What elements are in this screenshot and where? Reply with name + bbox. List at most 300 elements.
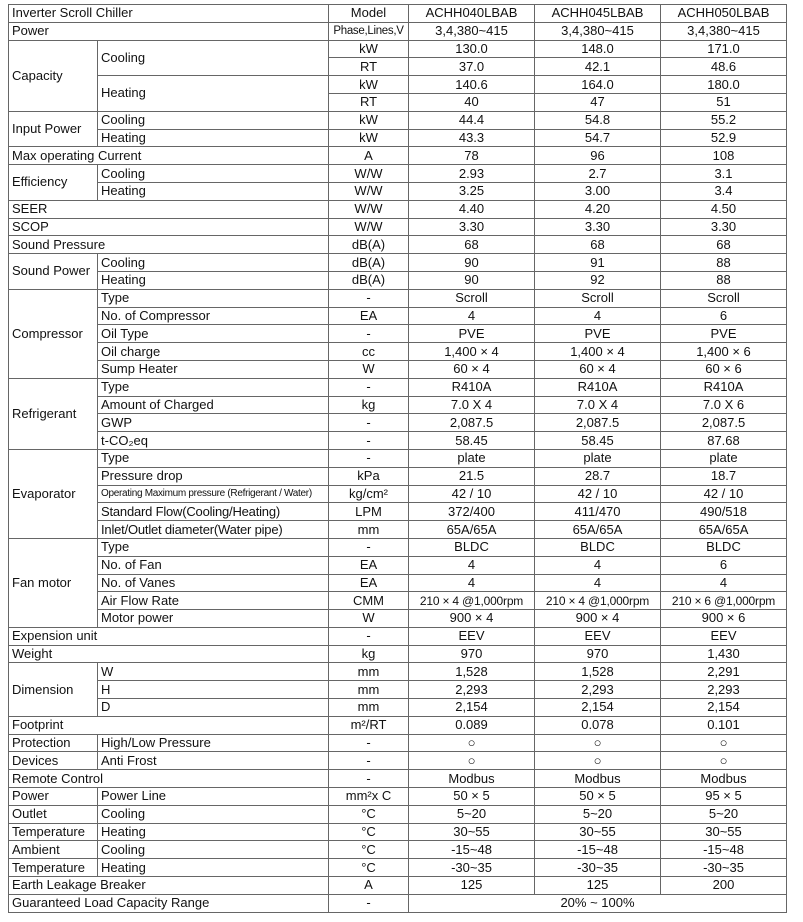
value-cell: 164.0 xyxy=(535,76,661,94)
value-cell: 50 × 5 xyxy=(535,788,661,806)
table-row xyxy=(9,485,787,503)
value-cell: 3.1 xyxy=(661,165,787,183)
value-cell: Modbus xyxy=(661,770,787,788)
value-cell: -30~35 xyxy=(409,859,535,877)
value-cell: 4 xyxy=(409,556,535,574)
model-header: Model xyxy=(329,5,409,23)
table-row xyxy=(9,556,787,574)
unit-cell: - xyxy=(329,627,409,645)
table-row xyxy=(9,752,787,770)
sub-label: Amount of Charged xyxy=(98,396,329,414)
sub-label: Type xyxy=(98,289,329,307)
unit-cell: dB(A) xyxy=(329,236,409,254)
value-cell: 87.68 xyxy=(661,432,787,450)
sub-label: Type xyxy=(98,538,329,556)
sub-label: H xyxy=(98,681,329,699)
value-cell: R410A xyxy=(409,378,535,396)
value-cell: 4 xyxy=(409,307,535,325)
value-cell: 4.40 xyxy=(409,200,535,218)
value-cell: 2,154 xyxy=(661,699,787,717)
circle-icon: ○ xyxy=(535,752,661,770)
value-cell: 92 xyxy=(535,271,661,289)
table-row xyxy=(9,681,787,699)
row-label: Weight xyxy=(9,645,329,663)
row-label: Ambient xyxy=(9,841,98,859)
value-cell: 2.7 xyxy=(535,165,661,183)
unit-cell: dB(A) xyxy=(329,254,409,272)
unit-cell: - xyxy=(329,734,409,752)
unit-cell: kPa xyxy=(329,467,409,485)
table-row xyxy=(9,841,787,859)
sub-label: Oil charge xyxy=(98,343,329,361)
value-cell: 96 xyxy=(535,147,661,165)
value-cell: 30~55 xyxy=(661,823,787,841)
value-cell: BLDC xyxy=(535,538,661,556)
value-cell: 5~20 xyxy=(535,805,661,823)
unit-cell: kg xyxy=(329,396,409,414)
value-cell: 58.45 xyxy=(535,432,661,450)
value-cell: 30~55 xyxy=(535,823,661,841)
sub-label: D xyxy=(98,699,329,717)
value-cell: 21.5 xyxy=(409,467,535,485)
value-cell: 900 × 6 xyxy=(661,610,787,628)
value-cell: 1,400 × 4 xyxy=(535,343,661,361)
unit-cell: cc xyxy=(329,343,409,361)
value-cell: 3,4,380~415 xyxy=(535,22,661,40)
value-cell: 3.25 xyxy=(409,182,535,200)
unit-cell: W/W xyxy=(329,165,409,183)
unit-cell: kW xyxy=(329,76,409,94)
unit-cell: - xyxy=(329,894,409,912)
value-cell: 60 × 4 xyxy=(409,360,535,378)
unit-cell: W/W xyxy=(329,200,409,218)
value-cell: Scroll xyxy=(535,289,661,307)
group-label: Evaporator xyxy=(9,449,98,538)
sub-label: Cooling xyxy=(98,111,329,129)
value-cell: Modbus xyxy=(409,770,535,788)
table-row xyxy=(9,254,787,272)
unit-cell: °C xyxy=(329,823,409,841)
value-cell: EEV xyxy=(409,627,535,645)
value-cell: R410A xyxy=(535,378,661,396)
sub-label: Inlet/Outlet diameter(Water pipe) xyxy=(98,521,329,539)
value-cell: Scroll xyxy=(661,289,787,307)
unit-cell: W xyxy=(329,610,409,628)
circle-icon: ○ xyxy=(535,734,661,752)
value-cell: 210 × 4 @1,000rpm xyxy=(409,592,535,610)
value-cell: 42.1 xyxy=(535,58,661,76)
value-cell: 65A/65A xyxy=(661,521,787,539)
value-cell: 55.2 xyxy=(661,111,787,129)
sub-label: Operating Maximum pressure (Refrigerant / Water) xyxy=(98,485,329,503)
table-row xyxy=(9,859,787,877)
value-cell: 90 xyxy=(409,271,535,289)
value-cell: 1,400 × 6 xyxy=(661,343,787,361)
row-label: Temperature xyxy=(9,859,98,877)
table-row xyxy=(9,663,787,681)
row-label: Power xyxy=(9,788,98,806)
value-cell: 48.6 xyxy=(661,58,787,76)
table-row xyxy=(9,396,787,414)
value-cell: 125 xyxy=(535,877,661,895)
value-cell: 4.20 xyxy=(535,200,661,218)
sub-label: No. of Vanes xyxy=(98,574,329,592)
value-cell: 200 xyxy=(661,877,787,895)
unit-cell: mm²x C xyxy=(329,788,409,806)
sub-label: Heating xyxy=(98,859,329,877)
value-cell: 47 xyxy=(535,93,661,111)
value-cell: 50 × 5 xyxy=(409,788,535,806)
table-row xyxy=(9,40,787,58)
unit-cell: CMM xyxy=(329,592,409,610)
value-cell: PVE xyxy=(661,325,787,343)
unit-cell: - xyxy=(329,449,409,467)
unit-cell: - xyxy=(329,414,409,432)
value-cell: 180.0 xyxy=(661,76,787,94)
unit-cell: EA xyxy=(329,307,409,325)
unit-cell: - xyxy=(329,432,409,450)
value-cell: 490/518 xyxy=(661,503,787,521)
sub-label: High/Low Pressure xyxy=(98,734,329,752)
value-cell: 42 / 10 xyxy=(661,485,787,503)
value-cell: 4 xyxy=(409,574,535,592)
value-cell: 2.93 xyxy=(409,165,535,183)
sub-label: Type xyxy=(98,449,329,467)
table-row xyxy=(9,378,787,396)
unit-cell: kW xyxy=(329,129,409,147)
table-row xyxy=(9,271,787,289)
table-row xyxy=(9,129,787,147)
value-cell: 65A/65A xyxy=(535,521,661,539)
value-cell: 54.8 xyxy=(535,111,661,129)
sub-label: Anti Frost xyxy=(98,752,329,770)
unit-cell: Phase,Lines,V xyxy=(329,22,409,40)
row-label: Guaranteed Load Capacity Range xyxy=(9,894,329,912)
unit-cell: kW xyxy=(329,40,409,58)
table-row xyxy=(9,200,787,218)
table-row xyxy=(9,716,787,734)
value-cell: 108 xyxy=(661,147,787,165)
table-row xyxy=(9,521,787,539)
value-cell: 970 xyxy=(535,645,661,663)
sub-label: Heating xyxy=(98,76,329,112)
table-row xyxy=(9,236,787,254)
value-cell: 68 xyxy=(535,236,661,254)
value-cell: 18.7 xyxy=(661,467,787,485)
unit-cell: dB(A) xyxy=(329,271,409,289)
unit-cell: mm xyxy=(329,699,409,717)
table-row xyxy=(9,894,787,912)
value-cell: -15~48 xyxy=(535,841,661,859)
value-cell: R410A xyxy=(661,378,787,396)
value-cell: 3,4,380~415 xyxy=(661,22,787,40)
table-row xyxy=(9,325,787,343)
unit-cell: mm xyxy=(329,663,409,681)
row-label: Devices xyxy=(9,752,98,770)
value-cell: 3.30 xyxy=(661,218,787,236)
unit-cell: - xyxy=(329,325,409,343)
unit-cell: W xyxy=(329,360,409,378)
model-header-2: ACHH045LBAB xyxy=(535,5,661,23)
table-row xyxy=(9,788,787,806)
value-cell: 171.0 xyxy=(661,40,787,58)
value-cell: 68 xyxy=(409,236,535,254)
value-cell: 3.30 xyxy=(535,218,661,236)
table-row xyxy=(9,467,787,485)
model-header-1: ACHH040LBAB xyxy=(409,5,535,23)
group-label: Sound Power xyxy=(9,254,98,290)
value-cell: 1,400 × 4 xyxy=(409,343,535,361)
value-cell: 2,087.5 xyxy=(661,414,787,432)
value-cell: 88 xyxy=(661,254,787,272)
row-label: SCOP xyxy=(9,218,329,236)
value-cell: Scroll xyxy=(409,289,535,307)
spec-table xyxy=(8,4,787,913)
sub-label: Cooling xyxy=(98,40,329,76)
row-label: Protection xyxy=(9,734,98,752)
value-cell: EEV xyxy=(661,627,787,645)
value-cell: 91 xyxy=(535,254,661,272)
table-row xyxy=(9,805,787,823)
table-row xyxy=(9,734,787,752)
table-row xyxy=(9,877,787,895)
value-cell: 88 xyxy=(661,271,787,289)
unit-cell: °C xyxy=(329,805,409,823)
value-cell: 5~20 xyxy=(409,805,535,823)
value-cell: 970 xyxy=(409,645,535,663)
row-label: Footprint xyxy=(9,716,329,734)
value-cell: plate xyxy=(409,449,535,467)
value-cell: 148.0 xyxy=(535,40,661,58)
sub-label: Type xyxy=(98,378,329,396)
sub-label: Cooling xyxy=(98,254,329,272)
sub-label: Heating xyxy=(98,129,329,147)
value-cell: 130.0 xyxy=(409,40,535,58)
table-row xyxy=(9,414,787,432)
group-label: Efficiency xyxy=(9,165,98,201)
value-cell: 210 × 6 @1,000rpm xyxy=(661,592,787,610)
unit-cell: kg xyxy=(329,645,409,663)
table-row xyxy=(9,218,787,236)
value-cell: plate xyxy=(535,449,661,467)
unit-cell: - xyxy=(329,538,409,556)
value-cell: 54.7 xyxy=(535,129,661,147)
table-row xyxy=(9,432,787,450)
value-cell: -30~35 xyxy=(661,859,787,877)
value-cell: 37.0 xyxy=(409,58,535,76)
sub-label: No. of Fan xyxy=(98,556,329,574)
value-cell: 42 / 10 xyxy=(409,485,535,503)
value-cell: PVE xyxy=(409,325,535,343)
unit-cell: - xyxy=(329,752,409,770)
sub-label: Sump Heater xyxy=(98,360,329,378)
value-cell: BLDC xyxy=(409,538,535,556)
row-label: Remote Control xyxy=(9,770,329,788)
value-cell: 40 xyxy=(409,93,535,111)
value-cell: 30~55 xyxy=(409,823,535,841)
unit-cell: A xyxy=(329,877,409,895)
unit-cell: °C xyxy=(329,859,409,877)
value-cell: -30~35 xyxy=(535,859,661,877)
value-cell: 44.4 xyxy=(409,111,535,129)
row-label: Earth Leakage Breaker xyxy=(9,877,329,895)
value-cell: 2,291 xyxy=(661,663,787,681)
value-cell: 90 xyxy=(409,254,535,272)
value-cell: -15~48 xyxy=(409,841,535,859)
value-cell: 4 xyxy=(661,574,787,592)
unit-cell: W/W xyxy=(329,182,409,200)
table-row xyxy=(9,22,787,40)
value-cell: 28.7 xyxy=(535,467,661,485)
table-row xyxy=(9,147,787,165)
circle-icon: ○ xyxy=(661,752,787,770)
value-cell: 2,293 xyxy=(661,681,787,699)
sub-label: Air Flow Rate xyxy=(98,592,329,610)
group-label: Compressor xyxy=(9,289,98,378)
table-row xyxy=(9,449,787,467)
sub-label: Heating xyxy=(98,271,329,289)
table-row xyxy=(9,538,787,556)
unit-cell: - xyxy=(329,289,409,307)
value-cell: 2,293 xyxy=(409,681,535,699)
table-row xyxy=(9,343,787,361)
value-cell: 6 xyxy=(661,307,787,325)
unit-cell: LPM xyxy=(329,503,409,521)
value-cell: 900 × 4 xyxy=(535,610,661,628)
model-header-3: ACHH050LBAB xyxy=(661,5,787,23)
sub-label: Heating xyxy=(98,823,329,841)
sub-label: t-CO₂eq xyxy=(98,432,329,450)
unit-cell: RT xyxy=(329,93,409,111)
unit-cell: kW xyxy=(329,111,409,129)
table-row xyxy=(9,592,787,610)
sub-label: Cooling xyxy=(98,805,329,823)
row-label: Outlet xyxy=(9,805,98,823)
value-cell: 210 × 4 @1,000rpm xyxy=(535,592,661,610)
table-row xyxy=(9,76,787,94)
value-cell: EEV xyxy=(535,627,661,645)
sub-label: Motor power xyxy=(98,610,329,628)
row-label: Sound Pressure xyxy=(9,236,329,254)
table-row xyxy=(9,770,787,788)
value-cell: 60 × 6 xyxy=(661,360,787,378)
unit-cell: °C xyxy=(329,841,409,859)
value-cell: 51 xyxy=(661,93,787,111)
table-row xyxy=(9,503,787,521)
group-label: Capacity xyxy=(9,40,98,111)
value-cell: 2,087.5 xyxy=(409,414,535,432)
value-cell: 1,528 xyxy=(409,663,535,681)
sub-label: Standard Flow(Cooling/Heating) xyxy=(98,503,329,521)
value-cell: -15~48 xyxy=(661,841,787,859)
unit-cell: - xyxy=(329,378,409,396)
value-cell: 140.6 xyxy=(409,76,535,94)
circle-icon: ○ xyxy=(661,734,787,752)
value-cell: 3.30 xyxy=(409,218,535,236)
value-cell: 7.0 X 4 xyxy=(535,396,661,414)
value-cell: 3,4,380~415 xyxy=(409,22,535,40)
unit-cell: RT xyxy=(329,58,409,76)
value-cell: 1,528 xyxy=(535,663,661,681)
row-label: Max operating Current xyxy=(9,147,329,165)
table-row xyxy=(9,111,787,129)
value-cell: 2,293 xyxy=(535,681,661,699)
group-label: Refrigerant xyxy=(9,378,98,449)
value-cell: 4 xyxy=(535,307,661,325)
value-cell: 4 xyxy=(535,556,661,574)
value-cell: 4.50 xyxy=(661,200,787,218)
value-cell: 4 xyxy=(535,574,661,592)
sub-label: Oil Type xyxy=(98,325,329,343)
value-cell: 411/470 xyxy=(535,503,661,521)
sub-label: Pressure drop xyxy=(98,467,329,485)
circle-icon: ○ xyxy=(409,752,535,770)
sub-label: Cooling xyxy=(98,165,329,183)
unit-cell: W/W xyxy=(329,218,409,236)
table-row xyxy=(9,610,787,628)
value-cell: 2,154 xyxy=(535,699,661,717)
value-cell: 7.0 X 4 xyxy=(409,396,535,414)
unit-cell: A xyxy=(329,147,409,165)
value-cell: 7.0 X 6 xyxy=(661,396,787,414)
value-cell: 1,430 xyxy=(661,645,787,663)
value-cell: BLDC xyxy=(661,538,787,556)
table-row xyxy=(9,823,787,841)
circle-icon: ○ xyxy=(409,734,535,752)
value-cell: 65A/65A xyxy=(409,521,535,539)
sub-label: GWP xyxy=(98,414,329,432)
value-cell: 125 xyxy=(409,877,535,895)
unit-cell: kg/cm² xyxy=(329,485,409,503)
table-row xyxy=(9,574,787,592)
value-cell: 2,154 xyxy=(409,699,535,717)
table-row xyxy=(9,307,787,325)
row-label: Temperature xyxy=(9,823,98,841)
value-cell: PVE xyxy=(535,325,661,343)
value-cell: 42 / 10 xyxy=(535,485,661,503)
value-cell: 58.45 xyxy=(409,432,535,450)
table-row xyxy=(9,699,787,717)
table-row xyxy=(9,645,787,663)
table-title: Inverter Scroll Chiller xyxy=(9,5,329,23)
table-row xyxy=(9,627,787,645)
value-cell: 20% ~ 100% xyxy=(409,894,787,912)
group-label: Input Power xyxy=(9,111,98,147)
value-cell: 5~20 xyxy=(661,805,787,823)
table-row xyxy=(9,165,787,183)
table-row xyxy=(9,289,787,307)
value-cell: plate xyxy=(661,449,787,467)
value-cell: 3.00 xyxy=(535,182,661,200)
header-row xyxy=(9,5,787,23)
unit-cell: EA xyxy=(329,574,409,592)
value-cell: Modbus xyxy=(535,770,661,788)
group-label: Dimension xyxy=(9,663,98,716)
value-cell: 0.101 xyxy=(661,716,787,734)
sub-label: W xyxy=(98,663,329,681)
table-row xyxy=(9,360,787,378)
row-label: Expension unit xyxy=(9,627,329,645)
table-row xyxy=(9,182,787,200)
sub-label: No. of Compressor xyxy=(98,307,329,325)
value-cell: 78 xyxy=(409,147,535,165)
row-label: SEER xyxy=(9,200,329,218)
unit-cell: mm xyxy=(329,681,409,699)
value-cell: 60 × 4 xyxy=(535,360,661,378)
value-cell: 2,087.5 xyxy=(535,414,661,432)
value-cell: 43.3 xyxy=(409,129,535,147)
unit-cell: EA xyxy=(329,556,409,574)
